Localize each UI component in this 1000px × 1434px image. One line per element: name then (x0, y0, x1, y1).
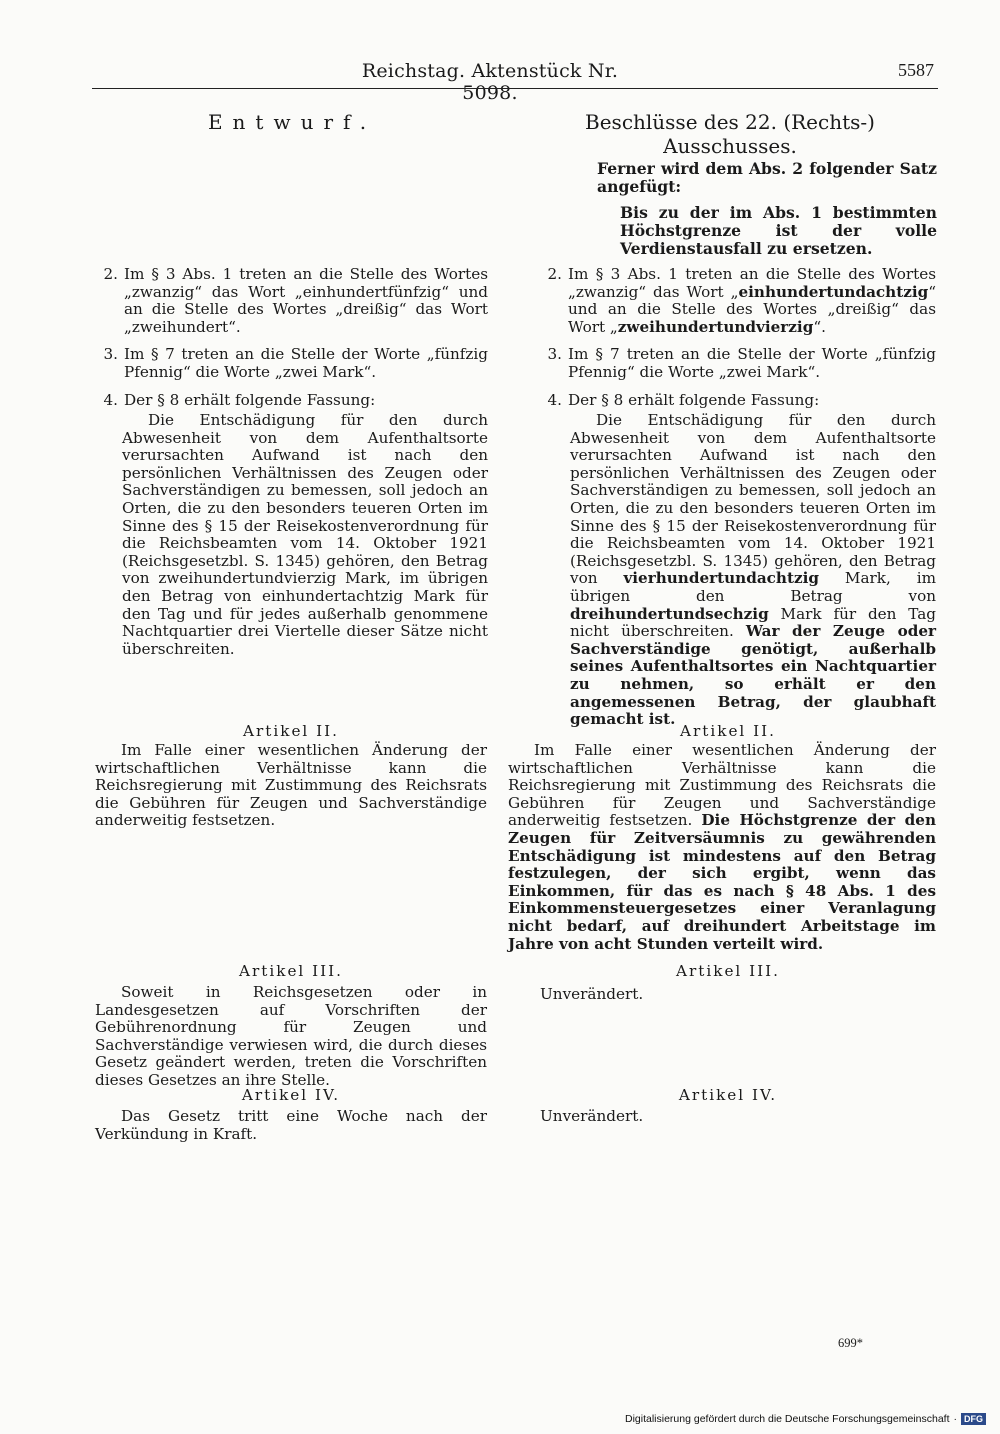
right-artikel-2-text (508, 742, 936, 953)
right-item-4-quote-bold-c: War der Zeuge oder Sachverständige genötigt, außerhalb seines Aufenthaltsortes ein Nachtquartier zu nehmen, so erhält er den angemessenen Betrag, der glaubhaft gemacht ist. (570, 622, 936, 729)
right-item-4-quote-a: Die Entschädigung für den durch Abwesenheit von dem Aufenthaltsorte verursachten Aufwand ist nach den persönlichen Verhältnissen des Zeugen oder Sachverständigen zu bemessen, soll jedoch an Orten, die zu den besonders teueren Orten im Sinne des § 15 der Reisekostenverordnung für die Reichsbeamten vom 14. Oktober 1921 (Reichsgesetzbl. S. 1345) gehören, den Betrag von (570, 411, 936, 588)
right-item-2-text-c: “. (813, 317, 826, 336)
right-artikel-4-text: Unverändert. (540, 1107, 644, 1125)
left-item-3-num: 3. (103, 345, 118, 363)
left-item-4 (96, 392, 488, 410)
right-item-2-bold-b: zweihundertundvierzig (617, 317, 814, 336)
right-column-title: Beschlüsse des 22. (Rechts-) Ausschusses. (585, 110, 875, 158)
running-head: Reichstag. Aktenstück Nr. 5098. (361, 60, 619, 104)
left-artikel-2-text: Im Falle einer wesentlichen Änderung der wirtschaftlichen Verhältnisse kann die Reichsregierung mit Zustimmung des Reichsrats die Gebühren für Zeugen und Sachverständige anderweitig festsetzen. (95, 741, 487, 830)
right-item-3-num: 3. (547, 345, 562, 363)
right-item-2-bold-a: einhundertundachtzig (738, 282, 929, 301)
right-item-4-quote-c: Mark für den Tag nicht überschreiten. (570, 604, 936, 641)
left-item-2-text: Im § 3 Abs. 1 treten an die Stelle des Wortes „zwanzig“ das Wort „einhundertfünfzig“ und an die Stelle des Wortes „dreißig“ das Wort „zweihundert“. (124, 265, 488, 336)
left-item-2 (96, 266, 488, 336)
right-intro-bold: Ferner wird dem Abs. 2 folgender Satz angefügt: (597, 159, 937, 196)
right-item-4-quote-bold-b: dreihundertundsechzig (570, 604, 769, 623)
signature-mark: 699* (838, 1336, 863, 1350)
right-artikel-2-heading: Artikel II. (680, 722, 776, 740)
right-artikel-3-heading: Artikel III. (676, 962, 780, 980)
footer-text: Digitalisierung gefördert durch die Deutsche Forschungsgemeinschaft (624, 1413, 950, 1425)
left-item-4-quote: Die Entschädigung für den durch Abwesenheit von dem Aufenthaltsorte verursachten Aufwand ist nach den persönlichen Verhältnissen des Zeugen oder Sachverständigen zu bemessen, soll jedoch an Orten, die zu den besonders teueren Orten im Sinne des § 15 der Reisekostenverordnung für die Reichsbeamten vom 14. Oktober 1921 (Reichsgesetzbl. S. 1345) gehören, den Betrag von zweihundertundvierzig Mark, im übrigen den Betrag von einhundertachtzig Mark für den Tag und für jedes außerhalb genommene Nachtquartier drei Viertelle dieser Sätze nicht überschreiten. (122, 411, 488, 658)
right-artikel-2-text-bold: Die Höchstgrenze der den Zeugen für Zeitversäumnis zu gewährenden Entschädigung ist mindestens auf den Betrag festzulegen, der sich ergibt, wenn das Einkommen, für das es nach § 48 Abs. 1 des Einkommensteuergesetzes einer Veranlagung nicht bedarf, auf dreihundert Arbeitstage im Jahre von acht Stunden verteilt wird. (508, 811, 936, 953)
dfg-logo-icon: DFG (961, 1413, 986, 1425)
right-item-4 (540, 392, 936, 410)
right-item-4-quote (570, 412, 936, 729)
left-item-4-text: Der § 8 erhält folgende Fassung: (124, 391, 376, 409)
header-rule (92, 88, 938, 89)
right-artikel-2-text-plain: Im Falle einer wesentlichen Änderung der wirtschaftlichen Verhältnisse kann die Reichsregierung mit Zustimmung des Reichsrats die Gebühren für Zeugen und Sachverständige anderweitig festsetzen. (508, 741, 936, 830)
right-item-4-text: Der § 8 erhält folgende Fassung: (568, 391, 820, 409)
left-item-3-text: Im § 7 treten an die Stelle der Worte „fünfzig Pfennig“ die Worte „zwei Mark“. (124, 345, 488, 381)
right-item-3-text: Im § 7 treten an die Stelle der Worte „fünfzig Pfennig“ die Worte „zwei Mark“. (568, 345, 936, 381)
page-number: 5587 (898, 60, 934, 80)
left-artikel-2-heading: Artikel II. (243, 722, 339, 740)
left-item-3 (96, 346, 488, 381)
right-item-4-num: 4. (547, 391, 562, 409)
right-artikel-4-heading: Artikel IV. (678, 1086, 778, 1104)
right-item-2-text-a: Im § 3 Abs. 1 treten an die Stelle des Wortes „zwanzig“ das Wort „ (568, 265, 936, 301)
right-item-2-text-b: “ und an die Stelle des Wortes „dreißig“ das Wort „ (568, 282, 936, 336)
left-artikel-3-heading: Artikel III. (239, 962, 343, 980)
right-item-2 (540, 266, 936, 336)
right-intro-quote: Bis zu der im Abs. 1 bestimmten Höchstgrenze ist der volle Verdienstausfall zu ersetzen. (620, 203, 937, 258)
footer: Digitalisierung gefördert durch die Deutsche Forschungsgemeinschaft · DFG (625, 1413, 986, 1425)
left-item-4-num: 4. (103, 391, 118, 409)
left-item-2-num: 2. (103, 265, 118, 283)
left-artikel-4-heading: Artikel IV. (241, 1086, 341, 1104)
left-artikel-3-text: Soweit in Reichsgesetzen oder in Landesgesetzen auf Vorschriften der Gebührenordnung für Zeugen und Sachverständige verwiesen wird, die durch dieses Gesetz geändert werden, treten die Vorschriften dieses Gesetzes an ihre Stelle. (95, 983, 487, 1089)
left-column-title: Entwurf. (207, 110, 377, 134)
right-item-3 (540, 346, 936, 381)
left-artikel-4-text: Das Gesetz tritt eine Woche nach der Verkündung in Kraft. (95, 1107, 487, 1143)
right-artikel-3-text: Unverändert. (540, 985, 644, 1003)
right-item-2-num: 2. (547, 265, 562, 283)
right-item-4-quote-b: Mark, im übrigen den Betrag von (570, 569, 936, 605)
right-item-4-quote-bold-a: vierhundertundachtzig (623, 569, 819, 588)
